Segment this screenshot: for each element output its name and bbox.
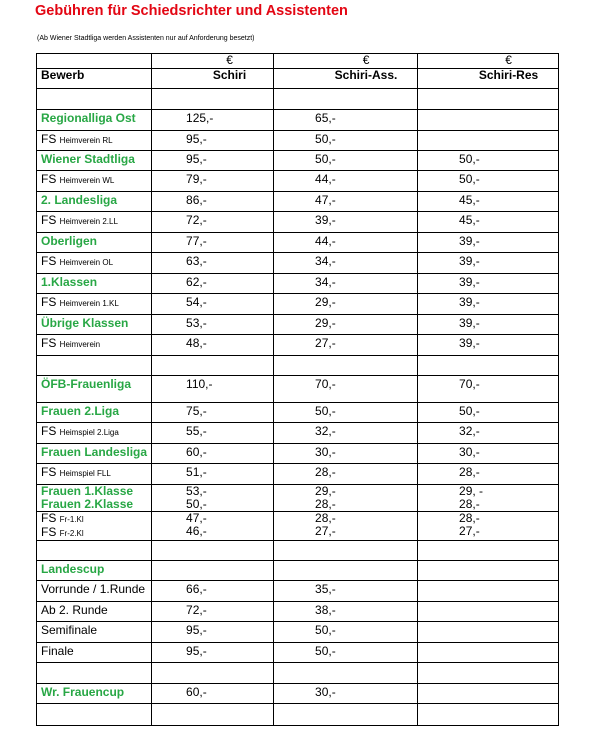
fee-cell	[418, 335, 559, 356]
fee-cell	[418, 464, 559, 485]
fee-value: 28,-	[315, 497, 336, 511]
table-row	[37, 274, 559, 294]
fee-cell	[274, 356, 418, 376]
fee-value: 30,-	[315, 685, 336, 699]
fs-prefix: FS	[41, 525, 60, 539]
fee-cell	[418, 212, 559, 233]
fee-cell	[152, 485, 274, 512]
fs-prefix: FS	[41, 213, 60, 227]
fee-value: 50,-	[186, 497, 207, 511]
bewerb-cell	[37, 581, 152, 602]
fs-detail: Heimverein WL	[59, 176, 115, 185]
fee-cell	[418, 110, 559, 131]
fee-cell	[274, 192, 418, 212]
fee-value: 62,-	[186, 275, 207, 289]
fee-value: 39,-	[459, 234, 480, 248]
fee-cell	[418, 89, 559, 110]
fee-cell	[152, 192, 274, 212]
fee-cell	[418, 131, 559, 151]
fee-value: 35,-	[315, 582, 336, 596]
fee-cell	[418, 151, 559, 171]
fee-cell	[418, 171, 559, 192]
bewerb-cell	[37, 335, 152, 356]
fee-value: 27,-	[459, 524, 480, 538]
fee-value: 125,-	[186, 111, 214, 125]
fee-cell	[274, 464, 418, 485]
bewerb-cell	[37, 622, 152, 643]
fee-cell	[418, 561, 559, 581]
table-row	[37, 622, 559, 643]
fee-value: 38,-	[315, 603, 336, 617]
bewerb-cell	[37, 274, 152, 294]
fee-cell	[152, 233, 274, 253]
fee-value: 29,-	[315, 316, 336, 330]
fee-value: 30,-	[459, 445, 480, 459]
category-label: Frauen 2.Liga	[41, 404, 120, 418]
fee-value: 95,-	[186, 623, 207, 637]
fee-value: 27,-	[315, 524, 336, 538]
fee-cell	[152, 110, 274, 131]
fee-value: 45,-	[459, 213, 480, 227]
fee-value: 34,-	[315, 254, 336, 268]
fee-value: 28,-	[459, 497, 480, 511]
fee-cell	[418, 376, 559, 403]
fs-detail: Heimverein RL	[59, 136, 113, 145]
fs-line	[41, 512, 147, 526]
fee-value: 29,-	[315, 295, 336, 309]
currency-cell: €	[152, 54, 274, 69]
page-title: Gebühren für Schiedsrichter und Assistenten	[35, 3, 348, 19]
fee-cell	[274, 704, 418, 726]
fee-cell	[274, 315, 418, 335]
currency-row	[37, 54, 559, 69]
fee-cell	[418, 704, 559, 726]
fee-cell	[418, 684, 559, 704]
bewerb-cell	[37, 171, 152, 192]
fs-prefix: FS	[41, 132, 60, 146]
fee-value: 95,-	[186, 644, 207, 658]
bewerb-cell	[37, 684, 152, 704]
fee-cell	[418, 444, 559, 464]
fee-cell	[152, 274, 274, 294]
fee-cell	[418, 541, 559, 561]
bewerb-cell	[37, 643, 152, 663]
fee-cell	[274, 541, 418, 561]
table-row	[37, 403, 559, 423]
fee-cell	[418, 602, 559, 622]
table-row	[37, 485, 559, 512]
fs-detail: Heimspiel 2.Liga	[59, 428, 119, 437]
table-row	[37, 233, 559, 253]
fs-prefix: FS	[41, 465, 60, 479]
table-row	[37, 356, 559, 376]
table-row	[37, 131, 559, 151]
fs-line	[41, 526, 147, 540]
fee-cell	[274, 663, 418, 684]
fee-cell	[418, 512, 559, 541]
table-row	[37, 212, 559, 233]
bewerb-cell	[37, 131, 152, 151]
fee-cell	[152, 294, 274, 315]
fee-value: 95,-	[186, 152, 207, 166]
fee-cell	[274, 423, 418, 444]
currency-cell: €	[418, 54, 559, 69]
bewerb-cell	[37, 151, 152, 171]
fee-value: 28,-	[459, 465, 480, 479]
table-row	[37, 663, 559, 684]
header-schiri-res: Schiri-Res	[418, 69, 559, 89]
table-row	[37, 643, 559, 663]
fee-cell	[152, 581, 274, 602]
fee-cell	[152, 602, 274, 622]
assistant-note: (Ab Wiener Stadtliga werden Assistenten nur auf Anforderung besetzt)	[37, 35, 255, 42]
category-label: Regionalliga Ost	[41, 111, 136, 125]
fee-value: 39,-	[459, 275, 480, 289]
fee-cell	[152, 512, 274, 541]
bewerb-cell	[37, 376, 152, 403]
fee-cell	[418, 294, 559, 315]
fee-value: 28,-	[315, 511, 336, 525]
fee-value: 55,-	[186, 424, 207, 438]
fee-value: 46,-	[186, 524, 207, 538]
fee-cell	[274, 444, 418, 464]
fee-value: 60,-	[186, 685, 207, 699]
fee-cell	[152, 253, 274, 274]
fee-cell	[418, 356, 559, 376]
bewerb-cell	[37, 663, 152, 684]
fs-detail: Heimspiel FLL	[59, 469, 111, 478]
fee-value: 39,-	[459, 316, 480, 330]
fee-cell	[274, 622, 418, 643]
fs-detail: Fr-1.Kl	[59, 515, 84, 524]
category-label: Wiener Stadtliga	[41, 152, 135, 166]
bewerb-cell	[37, 89, 152, 110]
fee-value: 28,-	[315, 465, 336, 479]
bewerb-cell	[37, 485, 152, 512]
fee-cell	[152, 151, 274, 171]
header-schiri: Schiri	[152, 69, 274, 89]
fee-cell	[274, 335, 418, 356]
currency-cell-blank	[37, 54, 152, 69]
fee-cell	[418, 423, 559, 444]
fs-detail: Heimverein 2.LL	[59, 217, 118, 226]
fee-cell	[152, 622, 274, 643]
fee-table	[36, 53, 559, 726]
category-label: 2. Landesliga	[41, 193, 118, 207]
fee-value: 54,-	[186, 295, 207, 309]
fee-value: 45,-	[459, 193, 480, 207]
fee-cell	[152, 335, 274, 356]
bewerb-cell	[37, 294, 152, 315]
fee-value: 47,-	[315, 193, 336, 207]
fee-cell	[152, 663, 274, 684]
header-row	[37, 69, 559, 89]
fee-value: 39,-	[459, 295, 480, 309]
table-row	[37, 253, 559, 274]
fee-cell	[152, 356, 274, 376]
fee-cell	[152, 376, 274, 403]
fs-prefix: FS	[41, 295, 60, 309]
fee-cell	[152, 315, 274, 335]
table-row	[37, 110, 559, 131]
fs-prefix: FS	[41, 424, 60, 438]
fee-value: 70,-	[459, 377, 480, 391]
fs-prefix: FS	[41, 254, 60, 268]
table-row	[37, 151, 559, 171]
category-label: Landescup	[41, 562, 105, 576]
category-label: 1.Klassen	[41, 275, 98, 289]
fee-cell	[274, 171, 418, 192]
fee-cell	[152, 643, 274, 663]
fee-cell	[274, 376, 418, 403]
fee-value: 53,-	[186, 316, 207, 330]
fee-cell	[418, 485, 559, 512]
table-row	[37, 581, 559, 602]
fee-value: 86,-	[186, 193, 207, 207]
fee-value: 39,-	[459, 336, 480, 350]
fee-value: 48,-	[186, 336, 207, 350]
fs-detail: Heimverein	[59, 340, 101, 349]
bewerb-cell	[37, 356, 152, 376]
fs-prefix: FS	[41, 511, 60, 525]
fee-value: 39,-	[315, 213, 336, 227]
fs-prefix: FS	[41, 172, 60, 186]
fee-value: 72,-	[186, 603, 207, 617]
fee-value: 32,-	[459, 424, 480, 438]
fee-value: 30,-	[315, 445, 336, 459]
fee-cell	[418, 663, 559, 684]
fee-value: 32,-	[315, 424, 336, 438]
currency-cell: €	[274, 54, 418, 69]
fee-value: 60,-	[186, 445, 207, 459]
round-label: Finale	[41, 644, 74, 658]
fee-cell	[274, 274, 418, 294]
fee-cell	[274, 151, 418, 171]
fee-cell	[418, 192, 559, 212]
fee-value: 63,-	[186, 254, 207, 268]
bewerb-cell	[37, 233, 152, 253]
fee-value: 27,-	[315, 336, 336, 350]
fs-detail: Fr-2.Kl	[59, 529, 84, 538]
fee-cell	[152, 171, 274, 192]
fee-cell	[152, 131, 274, 151]
category-label: Frauen 2.Klasse	[41, 497, 134, 511]
table-row	[37, 512, 559, 541]
fee-cell	[152, 684, 274, 704]
fee-value: 34,-	[315, 275, 336, 289]
fee-cell	[152, 541, 274, 561]
bewerb-cell	[37, 704, 152, 726]
fee-cell	[152, 561, 274, 581]
fee-value: 47,-	[186, 511, 207, 525]
fee-value: 75,-	[186, 404, 207, 418]
table-row	[37, 602, 559, 622]
fee-value: 65,-	[315, 111, 336, 125]
bewerb-cell	[37, 541, 152, 561]
fee-cell	[274, 131, 418, 151]
fee-value: 29, -	[459, 484, 484, 498]
table-row	[37, 684, 559, 704]
table-row	[37, 561, 559, 581]
fs-detail: Heimverein 1.KL	[59, 299, 119, 308]
fee-value: 79,-	[186, 172, 207, 186]
fee-cell	[152, 444, 274, 464]
category-label: Frauen Landesliga	[41, 445, 148, 459]
bewerb-cell	[37, 110, 152, 131]
table-row	[37, 171, 559, 192]
table-row	[37, 541, 559, 561]
bewerb-cell	[37, 253, 152, 274]
fee-value: 50,-	[315, 623, 336, 637]
table-row	[37, 294, 559, 315]
table-row	[37, 464, 559, 485]
fee-cell	[152, 423, 274, 444]
fee-value: 70,-	[315, 377, 336, 391]
fee-cell	[274, 233, 418, 253]
fee-cell	[418, 643, 559, 663]
fee-cell	[418, 274, 559, 294]
bewerb-cell	[37, 464, 152, 485]
fee-cell	[274, 561, 418, 581]
fee-cell	[418, 622, 559, 643]
fee-cell	[274, 110, 418, 131]
table-row	[37, 423, 559, 444]
fee-cell	[152, 212, 274, 233]
header-bewerb: Bewerb	[37, 69, 152, 89]
fee-value: 77,-	[186, 234, 207, 248]
fee-cell	[418, 315, 559, 335]
fee-value: 39,-	[459, 254, 480, 268]
fee-value: 53,-	[186, 484, 207, 498]
fee-value: 50,-	[315, 644, 336, 658]
fee-value: 50,-	[459, 152, 480, 166]
fee-cell	[274, 485, 418, 512]
fee-value: 50,-	[459, 172, 480, 186]
fee-value: 44,-	[315, 234, 336, 248]
header-schiri-ass: Schiri-Ass.	[274, 69, 418, 89]
fs-detail: Heimverein OL	[59, 258, 114, 267]
fee-cell	[274, 684, 418, 704]
bewerb-cell	[37, 602, 152, 622]
fee-value: 50,-	[315, 132, 336, 146]
fee-cell	[418, 253, 559, 274]
table-row	[37, 315, 559, 335]
fee-cell	[274, 253, 418, 274]
category-label: ÖFB-Frauenliga	[41, 377, 132, 391]
fee-cell	[418, 403, 559, 423]
fee-cell	[274, 89, 418, 110]
fee-value: 72,-	[186, 213, 207, 227]
table-row	[37, 704, 559, 726]
table-row	[37, 335, 559, 356]
bewerb-cell	[37, 403, 152, 423]
bewerb-cell	[37, 423, 152, 444]
fee-cell	[418, 581, 559, 602]
bewerb-cell	[37, 561, 152, 581]
fee-value: 50,-	[315, 404, 336, 418]
round-label: Semifinale	[41, 623, 98, 637]
round-label: Ab 2. Runde	[41, 603, 108, 617]
fee-cell	[274, 602, 418, 622]
fee-value: 51,-	[186, 465, 207, 479]
fee-value: 110,-	[186, 377, 213, 391]
fee-cell	[152, 403, 274, 423]
fee-cell	[152, 464, 274, 485]
fee-cell	[274, 512, 418, 541]
category-label: Frauen 1.Klasse	[41, 484, 134, 498]
fee-value: 50,-	[459, 404, 480, 418]
bewerb-cell	[37, 512, 152, 541]
fee-value: 29,-	[315, 484, 336, 498]
fee-cell	[274, 212, 418, 233]
fee-cell	[274, 403, 418, 423]
bewerb-cell	[37, 192, 152, 212]
fee-cell	[152, 89, 274, 110]
fee-cell	[274, 643, 418, 663]
fee-value: 95,-	[186, 132, 207, 146]
fee-value: 50,-	[315, 152, 336, 166]
bewerb-cell	[37, 444, 152, 464]
fee-value: 44,-	[315, 172, 336, 186]
bewerb-cell	[37, 212, 152, 233]
bewerb-cell	[37, 315, 152, 335]
fee-cell	[274, 294, 418, 315]
category-label: Wr. Frauencup	[41, 685, 125, 699]
fs-prefix: FS	[41, 336, 60, 350]
fee-value: 28,-	[459, 511, 480, 525]
table-row	[37, 444, 559, 464]
fee-cell	[152, 704, 274, 726]
table-row	[37, 376, 559, 403]
table-row	[37, 192, 559, 212]
fee-cell	[418, 233, 559, 253]
fee-value: 66,-	[186, 582, 207, 596]
fee-cell	[274, 581, 418, 602]
category-label: Oberligen	[41, 234, 98, 248]
table-row	[37, 89, 559, 110]
round-label: Vorrunde / 1.Runde	[41, 582, 146, 596]
category-label: Übrige Klassen	[41, 316, 129, 330]
